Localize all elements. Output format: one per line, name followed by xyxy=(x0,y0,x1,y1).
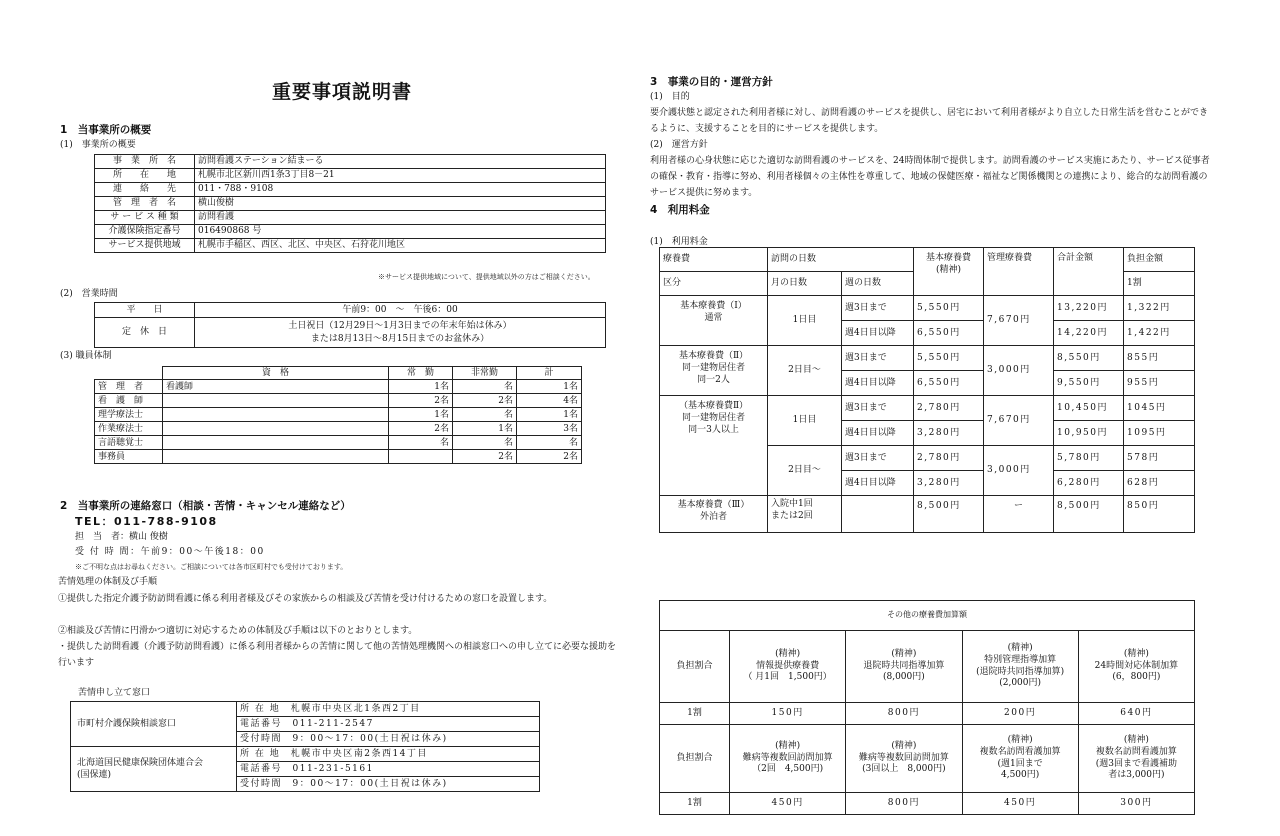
fee-header-weekly: 週の日数 xyxy=(842,272,914,296)
fee-last-days-line: 入院中1回 xyxy=(771,499,813,509)
staff-role: 管 理 者 xyxy=(95,380,163,394)
fee-table xyxy=(659,247,1195,533)
staff-part: 1名 xyxy=(453,422,517,436)
window-detail: 所 在 地 札幌市中央区南2条西14丁目 xyxy=(237,747,540,762)
fee-days: 1日目 xyxy=(768,296,842,346)
staff-full: 2名 xyxy=(389,422,453,436)
section-3-1-heading: (1) 目的 xyxy=(650,92,690,102)
hours-holiday-value xyxy=(195,318,606,348)
addl-item-line: 退院時共同指導加算 xyxy=(863,660,945,671)
addl-title: その他の療養費加算額 xyxy=(660,601,1195,631)
fee-week: 週4日目以降 xyxy=(842,371,914,396)
fee-row-last xyxy=(660,496,1195,533)
fee-group-name-line: 同一建物居住者 xyxy=(681,413,745,424)
staff-qual xyxy=(163,408,389,422)
page-title: 重要事項説明書 xyxy=(272,81,413,103)
fee-total: 6,280円 xyxy=(1054,471,1124,496)
staff-part: 名 xyxy=(453,380,517,394)
section-3-2-heading: (2) 運営方針 xyxy=(650,140,708,150)
overview-label: 介護保険指定番号 xyxy=(95,225,195,239)
addl-item-line: (8,000円) xyxy=(882,672,925,683)
fee-basic: 3,280円 xyxy=(914,421,984,446)
fee-week: 週3日まで xyxy=(842,296,914,321)
staff-full: 2名 xyxy=(389,394,453,408)
addl-ratio-label: 負担割合 xyxy=(660,725,730,793)
overview-row xyxy=(95,169,606,183)
fee-basic: 6,550円 xyxy=(914,321,984,346)
staff-header-total: 計 xyxy=(517,367,582,380)
overview-row xyxy=(95,225,606,239)
overview-label: 管 理 者 名 xyxy=(95,197,195,211)
contact-reception: 受 付 時 間：午前9：00～午後18：00 xyxy=(75,547,265,557)
fee-row xyxy=(660,296,1195,321)
addl-item-line: (退院時共同指導加算) xyxy=(976,666,1065,677)
window-detail: 所 在 地 札幌市中央区北1条西2丁目 xyxy=(237,702,540,717)
complaint-title: 苦情処理の体制及び手順 xyxy=(58,577,158,587)
addl-label-row xyxy=(660,725,1195,793)
fee-total: 9,550円 xyxy=(1054,371,1124,396)
addl-item-line: (精神) xyxy=(1123,735,1149,746)
staff-row xyxy=(95,408,582,422)
fee-header-total: 合計金額 xyxy=(1054,248,1124,296)
fee-last-basic: 8,500円 xyxy=(914,496,984,533)
overview-value: 訪問看護 xyxy=(195,211,606,225)
staff-qual xyxy=(163,394,389,408)
addl-item-line: 難病等複数回訪問加算 xyxy=(858,752,949,763)
overview-label: サ ー ビ ス 種 類 xyxy=(95,211,195,225)
fee-week: 週4日目以降 xyxy=(842,321,914,346)
addl-value: 150円 xyxy=(730,703,846,725)
staff-header-qual: 資 格 xyxy=(163,367,389,380)
addl-item xyxy=(730,725,846,793)
complaint-p1: ①提供した指定介護予防訪問看護に係る利用者様及びその家族からの相談及び苦情を受け付けるための窓口を設置します。 xyxy=(58,594,553,604)
staff-part: 2名 xyxy=(453,394,517,408)
fee-basic: 6,550円 xyxy=(914,371,984,396)
staff-row xyxy=(95,436,582,450)
section-1-2-heading: (2) 営業時間 xyxy=(60,289,118,299)
addl-item xyxy=(962,725,1078,793)
overview-row xyxy=(95,197,606,211)
addl-item-line: 4,500円) xyxy=(1000,770,1040,781)
fee-burden: 855円 xyxy=(1124,346,1195,371)
fee-total: 13,220円 xyxy=(1054,296,1124,321)
fee-basic: 5,550円 xyxy=(914,296,984,321)
staff-row xyxy=(95,380,582,394)
contact-note: ※ご不明な点はお尋ねください。ご相談については各市区町村でも受付けております。 xyxy=(75,563,348,571)
addl-item-line: (精神) xyxy=(775,648,801,659)
fee-group-name xyxy=(660,396,768,496)
staff-part: 2名 xyxy=(453,450,517,464)
policy-text: 利用者様の心身状態に応じた適切な訪問看護のサービスを、24時間体制で提供します。訪問看護のサービス実施にあたり、サービス従事者の確保・教育・指導に努め、利用者様個々の主体性を尊重して、地域の保健医療・福祉など関係機関との連携により、総合的な訪問看護のサービス提供に努めます。 xyxy=(650,156,1210,198)
hours-holiday-label: 定 休 日 xyxy=(95,318,195,348)
staff-role: 看 護 師 xyxy=(95,394,163,408)
overview-row xyxy=(95,239,606,253)
addl-item-line: 24時間対応体制加算 xyxy=(1094,660,1179,671)
fee-header-mgmt: 管理療養費 xyxy=(984,248,1054,296)
staff-qual xyxy=(163,450,389,464)
fee-group-name-line: 同一建物居住者 xyxy=(681,363,745,374)
fee-burden: 955円 xyxy=(1124,371,1195,396)
staff-role: 事務員 xyxy=(95,450,163,464)
complaint-window-title: 苦情申し立て窓口 xyxy=(78,688,151,698)
overview-row xyxy=(95,211,606,225)
fee-days: 2日目～ xyxy=(768,446,842,496)
addl-item-line: （2回 4,500円) xyxy=(752,764,824,775)
fee-week: 週4日目以降 xyxy=(842,421,914,446)
hours-weekday-value: 午前9：00 ～ 午後6：00 xyxy=(195,303,606,318)
fee-header-ratio: 1割 xyxy=(1124,272,1195,296)
fee-group-name-line: 同一3人以上 xyxy=(688,425,739,436)
addl-item-line: (2,000円) xyxy=(999,678,1042,689)
addl-item-line: (週1回まで xyxy=(997,758,1043,769)
fee-mgmt: 7,670円 xyxy=(984,296,1054,346)
addl-value-row xyxy=(660,793,1195,815)
staff-role: 理学療法士 xyxy=(95,408,163,422)
addl-value: 450円 xyxy=(730,793,846,815)
window-row xyxy=(71,702,540,717)
section-2-heading: 2 当事業所の連絡窓口（相談・苦情・キャンセル連絡など） xyxy=(60,500,351,512)
addl-item-line: 難病等複数回訪問加算 xyxy=(742,752,833,763)
window-name-line: (国保連) xyxy=(77,770,112,780)
addl-item-line: (精神) xyxy=(1123,648,1149,659)
addl-item-line: 複数名訪問看護加算 xyxy=(979,746,1061,757)
window-name-line: 北海道国民健康保険団体連合会 xyxy=(77,757,204,768)
staff-full: 1名 xyxy=(389,408,453,422)
fee-burden: 578円 xyxy=(1124,446,1195,471)
addl-item xyxy=(846,631,962,703)
addl-item-line: （ 月1回 1,500円） xyxy=(743,672,832,683)
overview-note: ※サービス提供地域について、提供地域以外の方はご相談ください。 xyxy=(378,273,595,281)
addl-ratio-label: 負担割合 xyxy=(660,631,730,703)
overview-value: 横山俊樹 xyxy=(195,197,606,211)
staff-part: 名 xyxy=(453,436,517,450)
section-4-heading: 4 利用料金 xyxy=(650,204,710,216)
fee-group-name-line: 同一2人 xyxy=(697,375,730,386)
addl-value: 640円 xyxy=(1078,703,1194,725)
fee-header-ryouyouhi: 療養費 xyxy=(660,248,768,272)
fee-last-total: 8,500円 xyxy=(1054,496,1124,533)
fee-week: 週3日まで xyxy=(842,396,914,421)
fee-header-basic-line: 基本療養費 xyxy=(926,253,972,263)
fee-header-visit-days: 訪問の日数 xyxy=(768,248,914,272)
staff-role: 言語聴覚士 xyxy=(95,436,163,450)
addl-value: 800円 xyxy=(846,703,962,725)
staff-table xyxy=(94,366,582,464)
addl-label-row xyxy=(660,631,1195,703)
overview-label: サービス提供地域 xyxy=(95,239,195,253)
section-1-1-heading: (1) 事業所の概要 xyxy=(60,140,136,150)
staff-row xyxy=(95,394,582,408)
fee-last-days xyxy=(768,496,914,533)
addl-item-line: (精神) xyxy=(891,740,917,751)
hours-holiday-line2: または8月13日～8月15日までのお盆休み） xyxy=(310,333,490,344)
staff-full xyxy=(389,450,453,464)
addl-item-line: 複数名訪問看護加算 xyxy=(1095,746,1177,757)
staff-total: 3名 xyxy=(517,422,582,436)
window-row xyxy=(71,747,540,762)
staff-row xyxy=(95,450,582,464)
purpose-text: 要介護状態と認定された利用者様に対し、訪問看護のサービスを提供し、居宅において利用者様がより自立した日常生活を営むことができるように、支援することを目的にサービスを提供します。 xyxy=(650,108,1209,134)
overview-value: 札幌市手稲区、西区、北区、中央区、石狩花川地区 xyxy=(195,239,606,253)
addl-item xyxy=(962,631,1078,703)
staff-total: 4名 xyxy=(517,394,582,408)
addl-item-line: (精神) xyxy=(1007,643,1033,654)
staff-part: 名 xyxy=(453,408,517,422)
addl-item-line: (6，800円) xyxy=(1112,672,1161,683)
addl-item-line: (精神) xyxy=(891,648,917,659)
addl-item xyxy=(730,631,846,703)
fee-week: 週4日目以降 xyxy=(842,471,914,496)
window-detail: 電話番号 011-211-2547 xyxy=(237,717,540,732)
fee-basic: 3,280円 xyxy=(914,471,984,496)
window-detail: 電話番号 011-231-5161 xyxy=(237,762,540,777)
fee-group-name xyxy=(660,296,768,346)
contact-person: 担 当 者：横山 俊樹 xyxy=(75,532,168,542)
fee-header-basic xyxy=(914,248,984,296)
fee-last-mgmt: ー xyxy=(984,496,1054,533)
overview-label: 連 絡 先 xyxy=(95,183,195,197)
overview-value: 016490868 号 xyxy=(195,225,606,239)
overview-value: 011・788・9108 xyxy=(195,183,606,197)
overview-value: 訪問看護ステーション結まーる xyxy=(195,155,606,169)
fee-header-row xyxy=(660,248,1195,272)
fee-last-burden: 850円 xyxy=(1124,496,1195,533)
addl-value-row xyxy=(660,703,1195,725)
fee-group-name-line: 基本療養費（Ⅱ） xyxy=(678,351,749,361)
fee-total: 5,780円 xyxy=(1054,446,1124,471)
staff-header-empty xyxy=(95,367,163,380)
additional-fee-table xyxy=(659,600,1195,815)
addl-item-line: 特別管理指導加算 xyxy=(984,654,1057,665)
addl-ratio: 1割 xyxy=(660,703,730,725)
staff-row xyxy=(95,422,582,436)
overview-label: 所 在 地 xyxy=(95,169,195,183)
hours-table xyxy=(94,302,606,348)
fee-last-name-line: 外泊者 xyxy=(699,512,727,523)
fee-days: 2日目～ xyxy=(768,346,842,396)
staff-qual xyxy=(163,436,389,450)
complaint-p3: ・提供した訪問看護（介護予防訪問看護）に係る利用者様からの苦情に関して他の苦情処理機関への相談窓口への申し立てに必要な援助を行います xyxy=(58,642,617,668)
staff-role: 作業療法士 xyxy=(95,422,163,436)
fee-basic: 5,550円 xyxy=(914,346,984,371)
fee-mgmt: 7,670円 xyxy=(984,396,1054,446)
fee-basic: 2,780円 xyxy=(914,446,984,471)
complaint-window-table xyxy=(70,701,540,792)
addl-item xyxy=(846,725,962,793)
addl-ratio: 1割 xyxy=(660,793,730,815)
fee-mgmt: 3,000円 xyxy=(984,446,1054,496)
fee-row xyxy=(660,346,1195,371)
fee-week: 週3日まで xyxy=(842,446,914,471)
window-detail: 受付時間 9：00～17：00(土日祝は休み) xyxy=(237,732,540,747)
addl-item xyxy=(1078,725,1194,793)
fee-last-days-box xyxy=(768,496,842,532)
staff-qual: 看護師 xyxy=(163,380,389,394)
fee-group-name-line: 通常 xyxy=(704,313,723,324)
section-3-heading: 3 事業の目的・運営方針 xyxy=(650,76,773,88)
staff-total: 2名 xyxy=(517,450,582,464)
staff-full: 名 xyxy=(389,436,453,450)
staff-full: 1名 xyxy=(389,380,453,394)
fee-header-burden: 負担金額 xyxy=(1124,248,1195,272)
section-1-3-heading: (3) 職員体制 xyxy=(60,351,112,361)
fee-mgmt: 3,000円 xyxy=(984,346,1054,396)
overview-value: 札幌市北区新川西1条3丁目8－21 xyxy=(195,169,606,183)
staff-qual xyxy=(163,422,389,436)
addl-item-line: 者は3,000円) xyxy=(1108,770,1165,781)
overview-label: 事 業 所 名 xyxy=(95,155,195,169)
window-detail: 受付時間 9：00～17：00(土日祝は休み) xyxy=(237,777,540,792)
fee-last-days-line: または2回 xyxy=(771,511,813,522)
addl-title-row xyxy=(660,601,1195,631)
hours-weekday-label: 平 日 xyxy=(95,303,195,318)
staff-header-part: 非常勤 xyxy=(453,367,517,380)
addl-value: 800円 xyxy=(846,793,962,815)
fee-week: 週3日まで xyxy=(842,346,914,371)
fee-total: 14,220円 xyxy=(1054,321,1124,346)
addl-item-line: 情報提供療養費 xyxy=(756,660,820,671)
fee-group-name xyxy=(660,346,768,396)
section-4-1-heading: (1) 利用料金 xyxy=(650,237,708,247)
fee-header-basic-line: (精神) xyxy=(936,265,962,276)
fee-group-name-line: 基本療養費（Ⅰ） xyxy=(680,301,747,311)
addl-item-line: (精神) xyxy=(775,740,801,751)
fee-header-monthly: 月の日数 xyxy=(768,272,842,296)
overview-table xyxy=(94,154,606,253)
fee-last-name-line: 基本療養費（Ⅲ） xyxy=(677,500,750,510)
fee-total: 8,550円 xyxy=(1054,346,1124,371)
fee-total: 10,950円 xyxy=(1054,421,1124,446)
section-1-heading: 1 当事業所の概要 xyxy=(60,124,152,136)
fee-total: 10,450円 xyxy=(1054,396,1124,421)
fee-burden: 1045円 xyxy=(1124,396,1195,421)
fee-days: 1日目 xyxy=(768,396,842,446)
fee-row xyxy=(660,396,1195,421)
fee-last-name xyxy=(660,496,768,533)
staff-total: 1名 xyxy=(517,380,582,394)
fee-header-kubun: 区分 xyxy=(660,272,768,296)
fee-burden: 1,322円 xyxy=(1124,296,1195,321)
contact-tel: TEL：011-788-9108 xyxy=(75,515,218,528)
complaint-p2: ②相談及び苦情に円滑かつ適切に対応するための体制及び手順は以下のとおりとします。 xyxy=(58,626,418,636)
fee-burden: 1,422円 xyxy=(1124,321,1195,346)
addl-item xyxy=(1078,631,1194,703)
addl-value: 300円 xyxy=(1078,793,1194,815)
staff-header-full: 常 勤 xyxy=(389,367,453,380)
overview-row xyxy=(95,183,606,197)
window-name xyxy=(71,702,237,747)
addl-item-line: (3回以上 8,000円) xyxy=(862,764,946,775)
overview-row xyxy=(95,155,606,169)
window-name-line: 市町村介護保険相談窓口 xyxy=(77,718,177,729)
addl-value: 450円 xyxy=(962,793,1078,815)
addl-value: 200円 xyxy=(962,703,1078,725)
fee-group-name-line: （基本療養費Ⅱ） xyxy=(678,401,749,411)
fee-burden: 1095円 xyxy=(1124,421,1195,446)
fee-basic: 2,780円 xyxy=(914,396,984,421)
staff-total: 1名 xyxy=(517,408,582,422)
fee-burden: 628円 xyxy=(1124,471,1195,496)
addl-item-line: (精神) xyxy=(1007,735,1033,746)
staff-total: 名 xyxy=(517,436,582,450)
hours-holiday-line1: 土日祝日（12月29日～1月3日までの年末年始は休み） xyxy=(288,321,512,332)
addl-item-line: (週3回まで看護補助 xyxy=(1095,758,1177,769)
window-name xyxy=(71,747,237,792)
